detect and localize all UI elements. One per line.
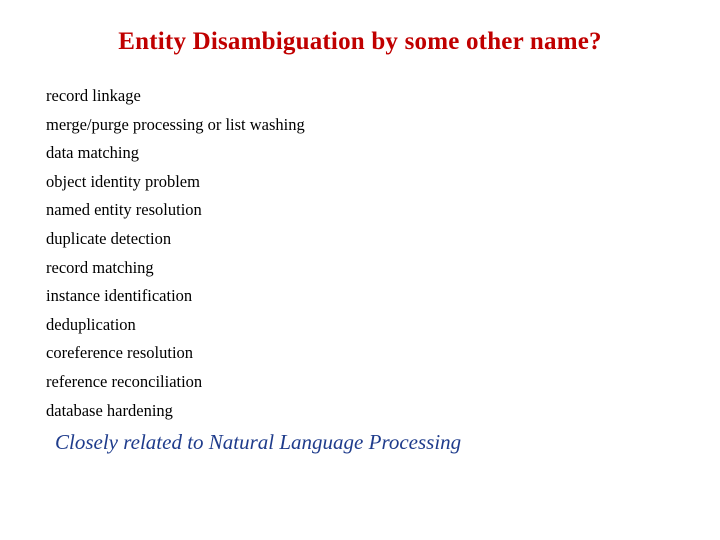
list-item: duplicate detection — [46, 228, 172, 248]
list-item: record linkage — [46, 86, 141, 105]
closing-note: Closely related to Natural Language Processing — [55, 430, 462, 454]
list-item: database hardening — [46, 400, 173, 420]
list-item: deduplication — [46, 314, 136, 334]
page-title: Entity Disambiguation by some other name? — [118, 28, 602, 55]
list-item: coreference resolution — [46, 343, 194, 363]
list-item: instance identification — [46, 286, 193, 306]
list-item: record matching — [46, 257, 154, 277]
term-list — [46, 82, 686, 425]
list-item: merge/purge processing or list washing — [46, 114, 305, 134]
list-item: object identity problem — [46, 171, 200, 191]
list-item: named entity resolution — [46, 200, 202, 220]
list-item: reference reconciliation — [46, 371, 203, 391]
list-item: data matching — [46, 143, 140, 163]
